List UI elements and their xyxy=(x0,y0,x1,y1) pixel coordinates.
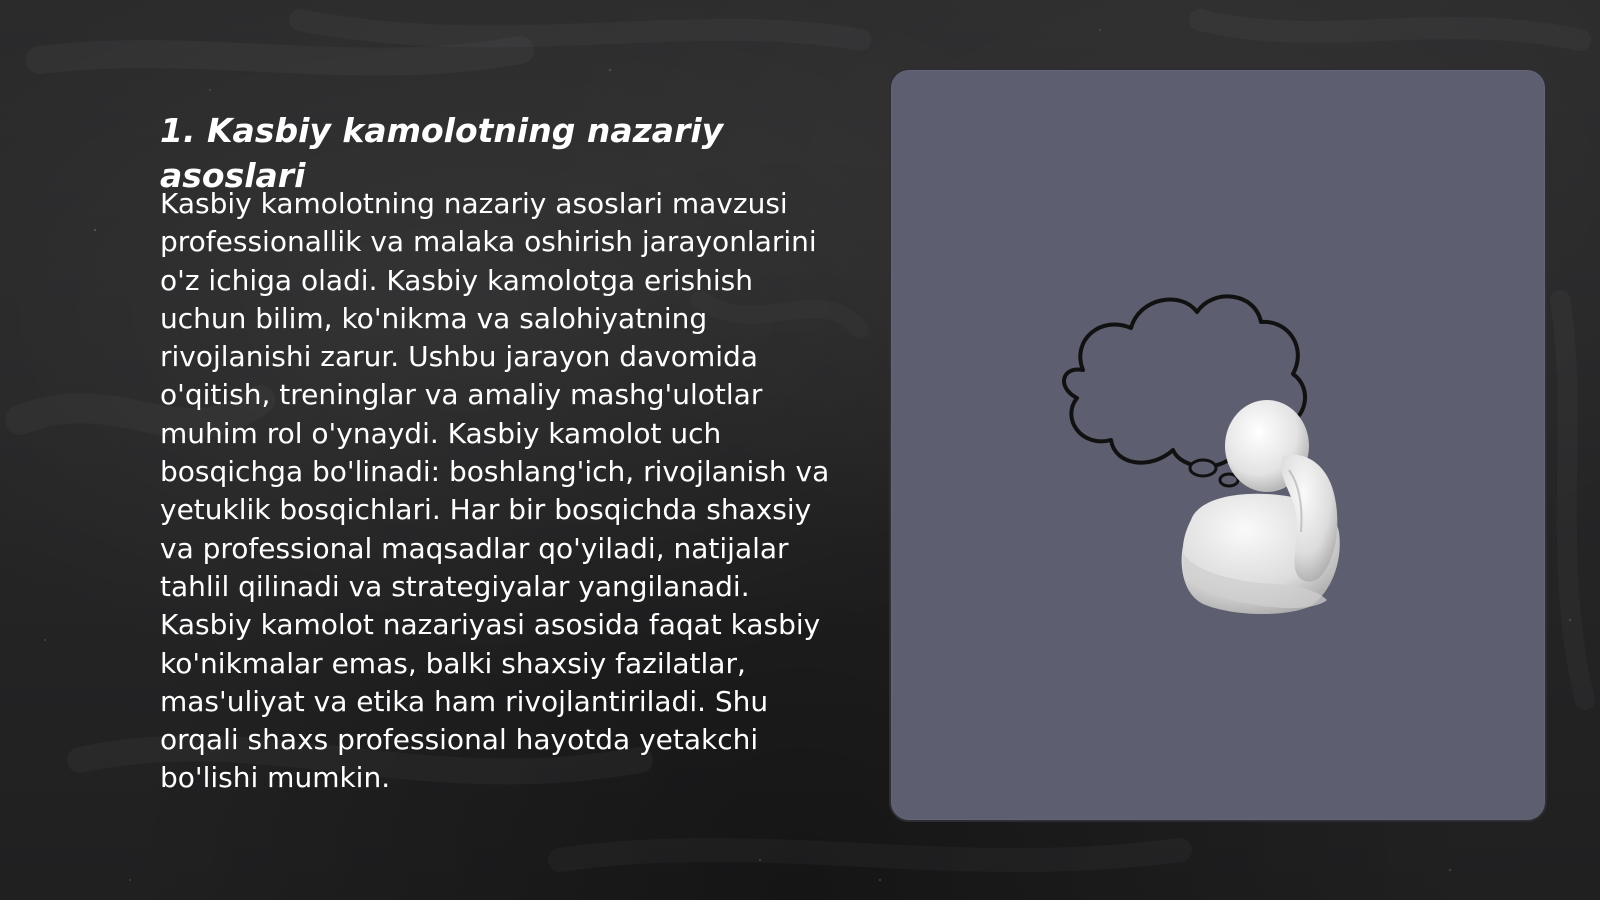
slide-title: 1. Kasbiy kamolotning nazariy asoslari xyxy=(160,111,724,195)
thinking-person-icon xyxy=(1031,270,1371,620)
slide-body-text: Kasbiy kamolotning nazariy asoslari mavzusi professionallik va malaka oshirish jarayonlarini o'z ichiga oladi. Kasbiy kamolotga erishish uchun bilim, ko'nikma va salohiyatning rivojlanishi zarur. Ushbu jarayon davomida o'qitish, treninglar va amaliy mashg'ulotlar muhim rol o'ynaydi. Kasbiy kamolot uch bosqichga bo'linadi: boshlang'ich, rivojlanish va yetuklik bosqichlari. Har bir bosqichda shaxsiy va professional maqsadlar qo'yiladi, natijalar tahlil qilinadi va strategiyalar yangilanadi. Kasbiy kamolot nazariyasi asosida faqat kasbiy ko'nikmalar emas, balki shaxsiy fazilatlar, mas'uliyat va etika ham rivojlantiriladi. Shu orqali shaxs professional hayotda yetakchi bo'lishi mumkin. xyxy=(160,187,830,795)
image-panel xyxy=(889,68,1547,822)
